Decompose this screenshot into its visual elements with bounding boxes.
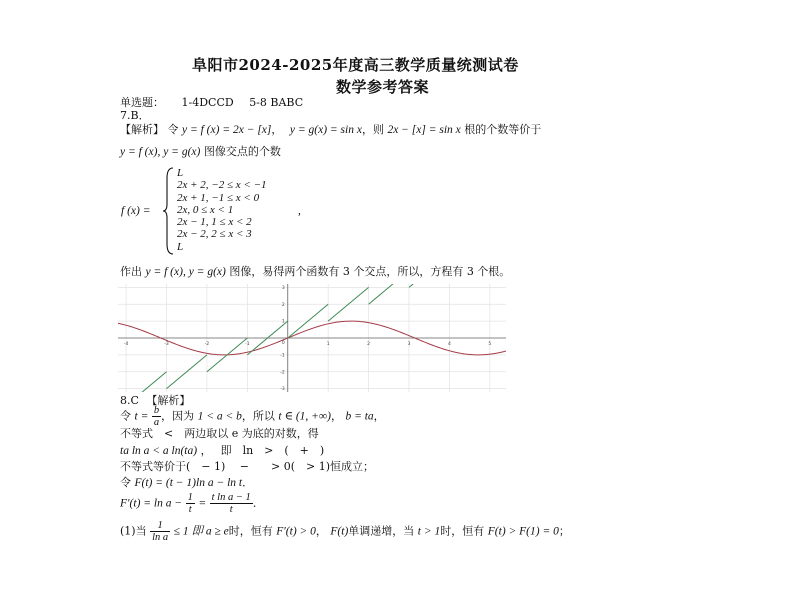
- q8-so: ，所以: [241, 409, 275, 423]
- q8-case1-tail: F(t) > F(1) = 0: [487, 525, 559, 538]
- y-tick-label: 3: [281, 285, 285, 291]
- x-tick-label: 4: [447, 342, 451, 347]
- q8-range: t ∈ (1, +∞): [278, 410, 331, 423]
- q8-case1-t: t > 1: [417, 525, 441, 538]
- x-tick-label: 2: [367, 342, 371, 347]
- q8-case1-cond: ≤ 1 即 a ≥ e: [173, 525, 229, 538]
- y-tick-label: 2: [281, 302, 285, 308]
- document-subtitle: 数学参考答案: [336, 78, 430, 96]
- q8-line7: [120, 520, 570, 543]
- q8-Fprime-lhs: F′(t) = ln a −: [120, 497, 183, 510]
- q8-let: 令: [120, 409, 131, 423]
- q8-case1-fprime: F′(t) > 0: [276, 525, 316, 538]
- q8-line5-end: ．: [242, 476, 254, 489]
- document-title: 阜阳市2024-2025年度高三教学质量统测试卷: [192, 56, 519, 74]
- graph-tick-labels: [124, 285, 492, 392]
- piecewise-case-6: L: [177, 240, 184, 253]
- q7-then: ，则: [361, 123, 384, 136]
- q8-equals: =: [198, 497, 207, 510]
- piecewise-case-2: 2x + 1, −1 ≤ x < 0: [177, 191, 260, 204]
- q8-fraction-b-over-a: [152, 405, 161, 428]
- x-tick-label: -1: [245, 342, 250, 347]
- q7-equation: 2x − [x] = sin x: [387, 124, 461, 136]
- q8-fraction-1-over-lna: [150, 520, 170, 543]
- q8-case1-mid1: 时，恒有: [228, 524, 273, 538]
- piecewise-lhs: f (x) =: [121, 205, 151, 217]
- q8-f2-den: t: [229, 504, 233, 515]
- single-choice-1-4: 1-4DCCD: [181, 96, 234, 109]
- single-choice-5-8: 5-8 BABC: [249, 96, 304, 109]
- q8-f2-num: t ln a − 1: [211, 492, 251, 503]
- q8-analysis-tag: 【解析】: [146, 394, 191, 407]
- linear-segment: [409, 284, 449, 287]
- x-tick-label: -4: [123, 342, 129, 347]
- q8-because: ，因为: [161, 409, 195, 423]
- piecewise-case-3: 2x, 0 ≤ x < 1: [177, 203, 234, 216]
- x-tick-label: 1: [326, 342, 330, 347]
- q8-f3-num: 1: [150, 520, 170, 532]
- q7-label: 7.B．: [120, 109, 150, 122]
- q8-b-eq: b = ta: [345, 410, 374, 423]
- q8-f1-num: 1: [187, 492, 193, 503]
- y-tick-label: 1: [281, 319, 285, 325]
- q8-line3: [120, 444, 324, 458]
- origin-label: 0: [281, 341, 285, 346]
- y-tick-label: -1: [280, 353, 285, 359]
- piecewise-cases: [177, 167, 267, 253]
- q8-f1-den: t: [188, 504, 192, 515]
- q8-line1-end: ，: [373, 409, 385, 423]
- q8-line4: 不等式等价于( − 1) − > 0( > 1)恒成立；: [120, 460, 375, 473]
- x-tick-label: 5: [488, 342, 492, 347]
- q8-line3-expr: ta ln a < a ln(ta): [120, 445, 198, 457]
- q8-F-def: F(t) = (t − 1)ln a − ln t: [134, 477, 243, 489]
- q8-line6-end: ．: [252, 496, 264, 510]
- q8-line3-rest: ， 即 ln > ( + ): [200, 444, 325, 457]
- x-tick-label: 3: [407, 342, 411, 347]
- q7-conclusion-expr: y = f (x), y = g(x): [145, 266, 226, 278]
- q8-case1-end: ；: [558, 524, 570, 538]
- q8-frac-den: a: [153, 417, 160, 428]
- piecewise-case-0: L: [177, 167, 184, 179]
- x-tick-label: -2: [204, 342, 210, 347]
- single-choice-label: 单选题：: [120, 96, 164, 109]
- q8-line2: 不等式 < 两边取以 e 为底的对数，得: [120, 427, 319, 440]
- q8-line5: [120, 476, 253, 490]
- q8-case1-mid2: ，: [315, 524, 327, 538]
- piecewise-end: ,: [298, 205, 301, 217]
- piecewise-brace: [163, 166, 175, 256]
- q7-g-def: y = g(x) = sin x: [289, 124, 362, 136]
- q8-frac-num: b: [153, 405, 160, 416]
- q7-conclusion: [120, 265, 510, 279]
- q8-case1-prefix: (1)当: [120, 524, 147, 538]
- q7-line2: [120, 145, 281, 159]
- piecewise-case-1: 2x + 2, −2 ≤ x < −1: [177, 179, 267, 192]
- q8-t-def: t =: [134, 410, 149, 423]
- y-tick-label: -3: [280, 387, 285, 392]
- q7-line2-tail: 图像交点的个数: [203, 145, 281, 158]
- q8-f3-den: ln a: [152, 532, 169, 543]
- q8-line6: [120, 492, 264, 515]
- q7-conclusion-text: 图像，易得两个函数有 3 个交点，所以，方程有 3 个根。: [229, 265, 511, 278]
- x-tick-label: -3: [164, 342, 169, 347]
- q8-case1-mid3: 单调递增，当: [348, 524, 415, 538]
- q8-label: 8.C: [120, 394, 139, 407]
- q8-fraction-tlna-minus-1: [210, 492, 253, 515]
- q8-line5-let: 令: [120, 476, 131, 489]
- q8-case1-mid4: 时，恒有: [440, 524, 485, 538]
- q7-line1-tail: 根的个数等价于: [464, 123, 542, 136]
- graph-axes: [118, 284, 506, 392]
- piecewise-case-4: 2x − 1, 1 ≤ x < 2: [177, 216, 252, 229]
- q7-line2-expr: y = f (x), y = g(x): [120, 146, 201, 158]
- q8-condition: 1 < a < b: [197, 410, 242, 423]
- single-choice-row: [120, 96, 303, 109]
- q7-analysis-tag: 【解析】: [120, 123, 164, 136]
- q7-let: 令: [167, 123, 179, 136]
- q7-f-def: y = f (x) = 2x − [x]: [182, 124, 272, 136]
- piecewise-case-5: 2x − 2, 2 ≤ x < 3: [177, 228, 252, 241]
- q7-conclusion-prefix: 作出: [120, 265, 142, 278]
- function-graph: [118, 284, 506, 392]
- q8-fraction-1-over-t: [186, 492, 195, 515]
- q8-case1-Ft: F(t): [330, 525, 349, 538]
- q8-line1: 令 t = $\frac{b}{a}$ ，因为 1 < a < b，所以 t ∈ (1, +∞)， b = ta，: [120, 405, 385, 428]
- y-tick-label: -2: [280, 370, 285, 376]
- q7-line1: 【解析】 令 y = f (x) = 2x − [x]， y = g(x) = sin x，则 2x − [x] = sin x 根的个数等价于: [120, 123, 542, 136]
